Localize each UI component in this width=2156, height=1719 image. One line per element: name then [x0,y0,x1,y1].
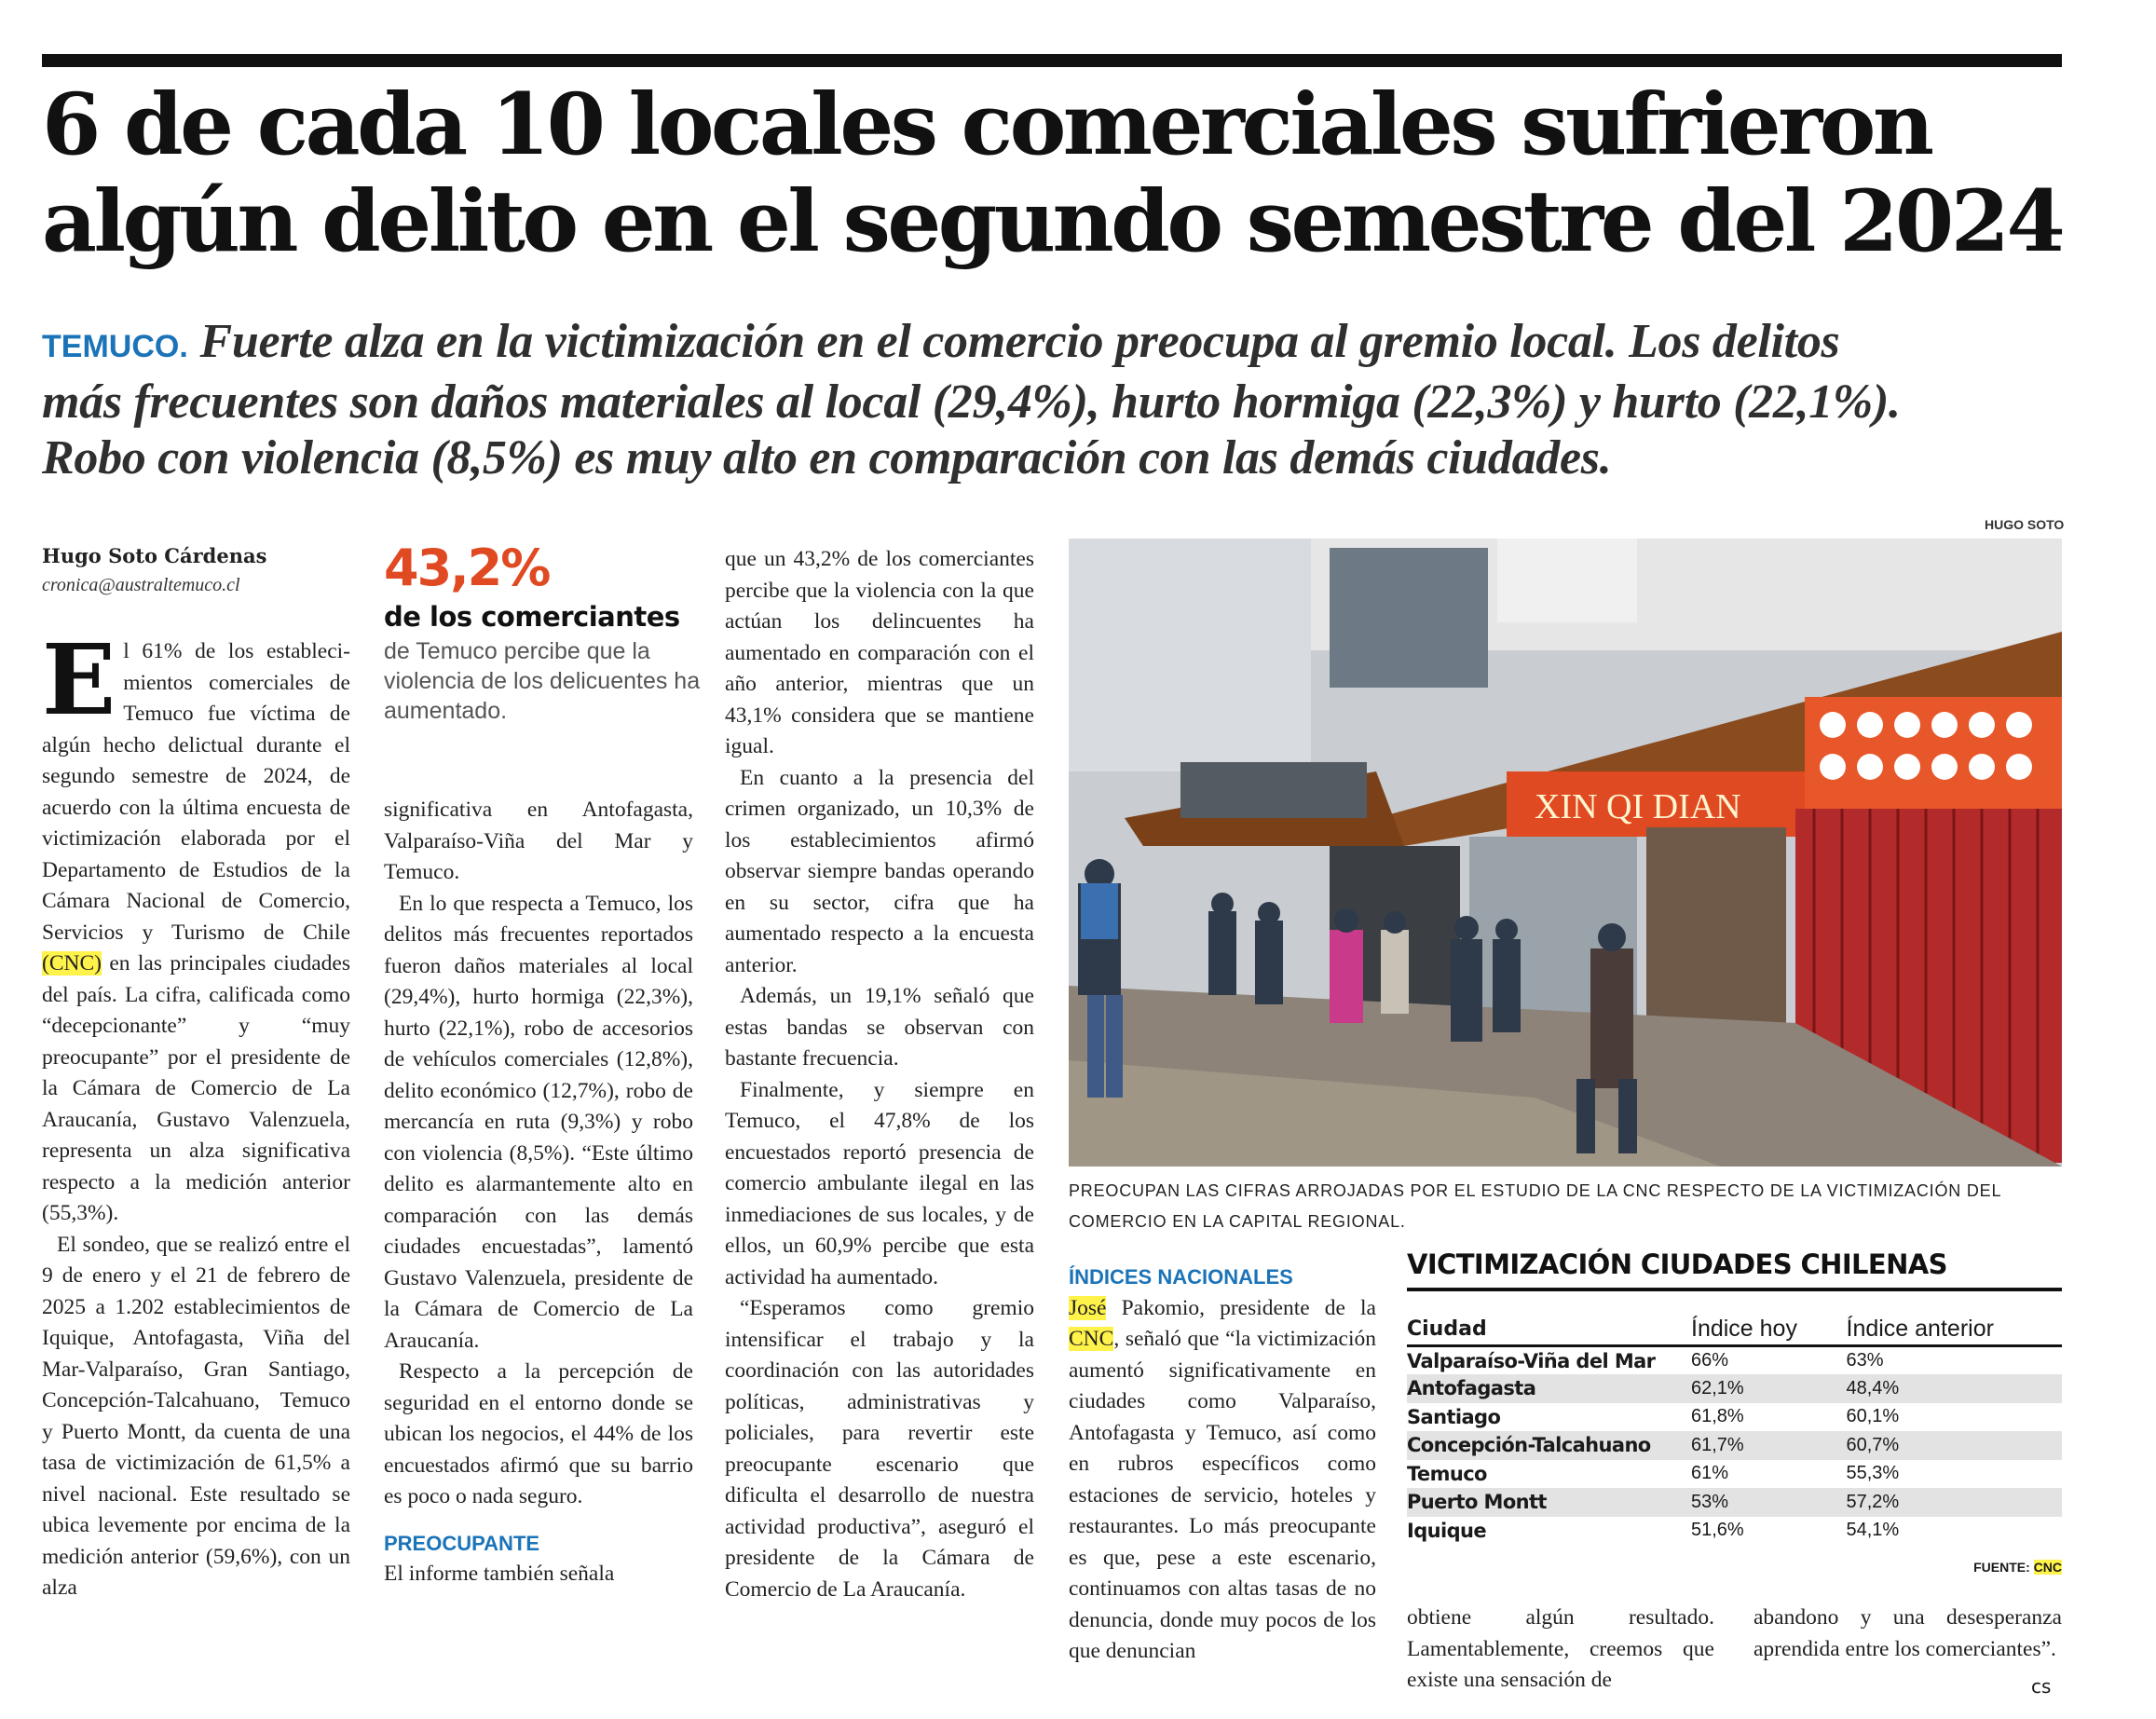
paragraph: Finalmente, y siempre en Temuco, el 47,8% de los encuestados reportó presencia de comercio ambulante ilegal en las inmediaciones de sus locales, y de ellos, un 60,9% percibe que esta actividad ha aumentado. [725,1077,1034,1289]
table-title: VICTIMIZACIÓN CIUDADES CHILENAS [1407,1248,2062,1291]
article-column-6 [1753,1603,2062,1665]
deck [42,314,2092,486]
paragraph: El sondeo, que se realizó entre el 9 de enero y el 21 de febrero de 2025 a 1.202 establecimientos de Iquique, Antofagasta, Viña del Mar-Valparaíso, Gran Santiago, Concepción-Talcahuano, Temuco y Puerto Montt, da cuenta de una tasa de victimización de 61,5% a nivel nacional. Este resultado se ubica levemente por encima de la medición anterior (59,6%), con un alza [42,1232,350,1600]
table-row: Santiago 61,8% 60,1% [1407,1405,1900,1428]
paragraph: Además, un 19,1% señaló que estas bandas se observan con bastante frecuencia. [725,984,1034,1071]
victimization-table [1407,1248,2062,1575]
paragraph: El 61% de los estableci-mientos comerciales de Temuco fue víctima de algún hecho delictual durante el segundo semestre de 2024, de acuerdo con la última encuesta de victimización elaborada por el Departamento de Estudios de la Cámara Nacional de Comercio, Servicios y Turismo de Chile (CNC) en las principales ciudades del país. La cifra, calificada como “decepcionante” y “muy preocupante” por el presidente de la Cámara de Comercio de La Araucanía, Gustavo Valenzuela, representa un alza significativa respecto a la medición anterior (55,3%). [42,622,350,1225]
deck-line-1: Fuerte alza en la victimización en el comercio preocupa al gremio local. Los delitos [199,315,1840,368]
paragraph: “Esperamos como gremio intensificar el trabajo y la coordinación con las autoridades políticas, administrativas y policiales, para revertir este preocupante escenario que dificulta el desarrollo de nuestra actividad productiva”, aseguró el presidente de la Cámara de Comercio de La Araucanía. [725,1296,1034,1602]
headline-line-1: 6 de cada 10 locales comerciales sufrieron [42,75,1931,174]
paragraph: obtiene algún resultado. Lamentablemente, creemos que existe una sensación de [1407,1605,1714,1692]
callout-subtitle: de los comerciantes [384,601,680,633]
paragraph: Respecto a la percepción de seguridad en el entorno donde se ubican los negocios, el 44% de los encuestados afirmó que su barrio es poco o nada seguro. [384,1359,693,1508]
headline-line-2: algún delito en el segundo semestre del 2024 [42,172,2063,271]
deck-city: TEMUCO. [42,329,188,364]
end-mark-icon: cs [2031,1675,2052,1698]
callout-description: de Temuco percibe que la violencia de los delicuentes ha aumentado. [384,638,701,724]
photo-credit: HUGO SOTO [1985,517,2065,532]
highlight-cnc: (CNC) [42,951,102,975]
table-row: Puerto Montt 53% 57,2% [1407,1488,2062,1517]
callout-value: 43,2% [384,539,550,597]
headline [42,76,2092,270]
deck-line-3: Robo con violencia (8,5%) es muy alto en comparación con las demás ciudades. [42,431,1612,484]
highlight-cnc: CNC [1069,1327,1114,1351]
street-photo [1069,539,2062,1166]
table-row: Temuco 61% 55,3% [1407,1462,1900,1485]
table-row: Iquique 51,6% 54,1% [1407,1519,1900,1542]
table-source: FUENTE: CNC [1973,1560,2062,1575]
top-rule [42,54,2062,67]
article-column-1 [42,622,350,1604]
paragraph: significativa en Antofagasta, Valparaíso-Viña del Mar y Temuco. [384,798,693,884]
subhead-indices-nacionales: ÍNDICES NACIONALES [1069,1265,1293,1289]
paragraph: abandono y una desesperanza aprendida entre los comerciantes”. [1753,1605,2062,1661]
paragraph: que un 43,2% de los comerciantes percibe que la violencia con la que actúan los delincuentes ha aumentado en comparación con el año anterior, mientras que un 43,1% considera que se mantiene igual. [725,547,1034,758]
shop-sign: XIN QI DIAN [1535,787,1741,826]
photo-caption: PREOCUPAN LAS CIFRAS ARROJADAS POR EL ESTUDIO DE LA CNC RESPECTO DE LA VICTIMIZACIÓN DEL COMERCIO EN LA CAPITAL REGIONAL. [1069,1181,2001,1231]
column-header: Ciudad [1407,1316,1691,1346]
paragraph: En lo que respecta a Temuco, los delitos más frecuentes reportados fueron daños materiales al local (29,4%), hurto hormiga (22,3%), hurto (22,1%), robo de accesorios de vehículos comerciales (12,8%), delito económico (12,7%), robo de mercancía en ruta (9,3%) y robo con violencia (8,5%). “Este último delito es alarmantemente alto en comparación con las demás ciudades encuestadas”, lamentó Gustavo Valenzuela, presidente de la Cámara de Comercio de La Araucanía. [384,891,693,1353]
highlight-source: CNC [2033,1560,2062,1575]
byline-name: Hugo Soto Cárdenas [42,544,267,567]
table-row: Concepción-Talcahuano 61,7% 60,7% [1407,1431,2062,1460]
deck-line-2: más frecuentes son daños materiales al local (29,4%), hurto hormiga (22,3%) y hurto (22,1%). [42,375,1901,429]
table-row: Valparaíso-Viña del Mar 66% 63% [1407,1349,1884,1372]
data-table [1407,1316,2062,1545]
drop-cap: E [42,622,116,737]
subhead-preocupante: PREOCUPANTE [384,1531,540,1555]
column-header: Índice hoy [1691,1316,1847,1346]
column-header: Índice anterior [1847,1316,2063,1346]
paragraph: El informe también señala [384,1562,615,1586]
article-column-3 [725,544,1034,1605]
table-row: Antofagasta 62,1% 48,4% [1407,1374,2062,1403]
article-column-4 [1069,1262,1376,1668]
highlight-jose: José [1069,1295,1107,1320]
article-column-2 [384,795,693,1590]
article-column-5 [1407,1603,1714,1697]
byline-email[interactable]: cronica@australtemuco.cl [42,575,240,595]
table-header-row [1407,1316,2062,1346]
paragraph: En cuanto a la presencia del crimen organizado, un 10,3% de los establecimientos afirmó observar siempre bandas operando en su sector, cifra que ha aumentado respecto a la encuesta anterior. [725,765,1034,977]
paragraph: José Pakomio, presidente de la CNC, señaló que “la victimización aumentó significativamente en ciudades como Valparaíso, Antofagasta y Temuco, así como en rubros específicos como estaciones de servicio, hoteles y restaurantes. Lo más preocupante es que, pese a este escenario, continuamos con altas tasas de no denuncia, donde muy pocos de los que denuncian [1069,1295,1376,1663]
